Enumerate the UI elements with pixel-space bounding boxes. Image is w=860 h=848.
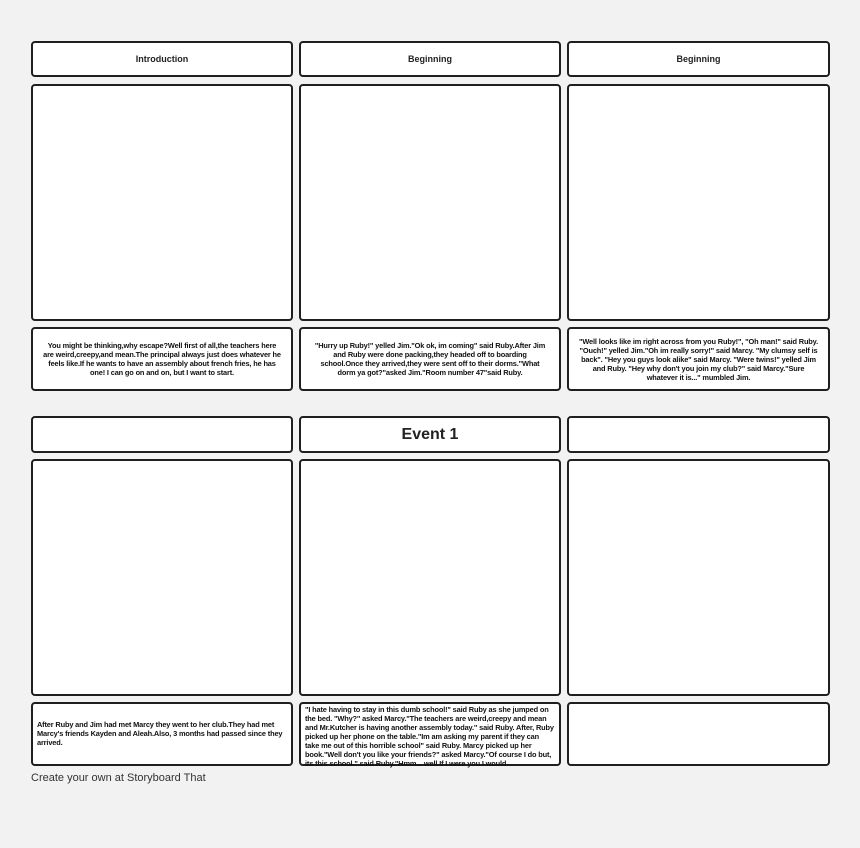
panel-4-description [31, 702, 293, 766]
storyboard-that-credit[interactable]: Create your own at Storyboard That [31, 772, 206, 784]
panel-3-title [567, 41, 830, 77]
panel-2-description [299, 327, 561, 391]
panel-3-description-text: "Well looks like im right across from you Ruby!", "Oh man!" said Ruby. "Ouch!" yelled Jim."Oh im really sorry!" said Marcy. "My clumsy self is back". "Hey you guys look alike" said Marcy. "Were twins!" yelled Jim and Ruby. "Hey why don't you join my club?" said Marcy."Sure whatever it is..." mumbled Jim. [579, 336, 818, 382]
panel-2-title-text: Beginning [408, 54, 452, 64]
panel-6-scene [567, 459, 830, 696]
panel-4-scene [31, 459, 293, 696]
panel-1-title-text: Introduction [135, 54, 189, 64]
panel-2-scene [299, 84, 561, 321]
panel-5-scene [299, 459, 561, 696]
panel-4-title [31, 416, 293, 453]
panel-5-title [299, 416, 561, 453]
panel-5-title-text: Event 1 [401, 425, 459, 443]
panel-3-title-text: Beginning [676, 54, 721, 64]
panel-6-title [567, 416, 830, 453]
panel-5-description [299, 702, 561, 766]
panel-5-description-text: "I hate having to stay in this dumb school!" said Ruby as she jumped on the bed. "Why?" asked Marcy."The teachers are weird,creepy and mean and Mr.Kutcher is having another assembly today." said Ruby. After, Ruby picked up her phone on the table."Im am asking my parent if they can take me out of this horrible school" said Ruby. Marcy picked up her book."Well don't you like your friends?" asked Marcy."Of course I do but, its this school." said Ruby."Hmm... well If I were you I would [305, 705, 554, 768]
panel-3-scene [567, 84, 830, 321]
panel-1-scene [31, 84, 293, 321]
panel-1-title [31, 41, 293, 77]
panel-3-description [567, 327, 830, 391]
panel-4-description-text: After Ruby and Jim had met Marcy they went to her club.They had met Marcy's friends Kayden and Aleah.Also, 3 months had passed since they arrived. [37, 720, 283, 747]
panel-6-description [567, 702, 830, 766]
panel-1-description-text: You might be thinking,why escape?Well first of all,the teachers here are weird,creepy,and mean.The principal always just does whatever he feels like.If he wants to have an assembly about french fries, he has one! I can go on and on, but I want to start. [43, 341, 281, 377]
panel-2-description-text: "Hurry up Ruby!" yelled Jim."Ok ok, im coming" said Ruby.After Jim and Ruby were done packing,they headed off to boarding school.Once they arrived,they were sent off to their dorms."What dorm ya got?"asked Jim."Room number 47"said Ruby. [314, 341, 546, 377]
panel-2-title [299, 41, 561, 77]
panel-1-description [31, 327, 293, 391]
